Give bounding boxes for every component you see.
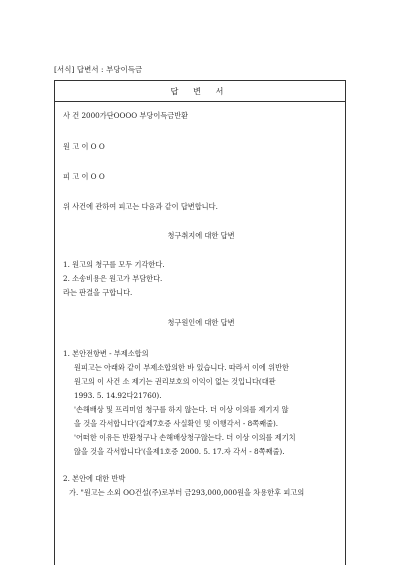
section-title-claim: 청구취지에 대한 답변 <box>167 231 235 240</box>
answer-document <box>54 80 346 565</box>
section-title-cause: 청구원인에 대한 답변 <box>167 318 235 327</box>
cause-text-line: 원고의 이 사건 소 제기는 권리보호의 이익이 없는 것입니다(대판 <box>74 377 276 386</box>
defendant-line: 피 고 이 O O <box>63 172 105 181</box>
case-line: 사 건 2000가단OOOO 부당이득금반환 <box>63 111 189 120</box>
plaintiff-line: 원 고 이 O O <box>63 142 105 151</box>
cause-text-line: 1993. 5. 14.92다21760). <box>74 391 162 400</box>
cause-text-line: '어떠한 이유든 반환청구나 손해배상청구않는다. 더 이상 이의를 제기치 <box>74 433 296 442</box>
claim-conclusion: 라는 판결을 구합니다. <box>63 288 133 297</box>
rebuttal-text-line: 가. "원고는 소외 OO건설(주)로부터 금293,000,000원을 차용한후 피고의 <box>69 488 305 497</box>
cause-text-line: 을 것을 각서합니다'(갑제7호증 사실확인 및 이행각서 - 8쪽째줄). <box>74 419 279 428</box>
claim-item: 1. 원고의 청구를 모두 기각한다. <box>63 260 165 269</box>
cause-heading: 1. 본안전항변 - 부제소합의 <box>63 349 149 358</box>
cause-text-line: 않을 것을 각서합니다'(을제1호증 2000. 5. 17.자 각서 - 8쪽째줄). <box>74 447 285 456</box>
document-title: 답 변 서 <box>55 81 345 102</box>
document-header: [서식] 답변서 : 부당이득금 <box>54 65 143 74</box>
cause-text-line: '손해배상 및 프리미엄 청구를 하지 않는다. 더 이상 이의를 제기지 않 <box>74 405 289 414</box>
intro-text: 위 사건에 관하여 피고는 다음과 같이 답변합니다. <box>63 202 218 211</box>
claim-item: 2. 소송비용은 원고가 부담한다. <box>63 274 163 283</box>
rebuttal-heading: 2. 본안에 대한 반박 <box>63 474 126 483</box>
cause-text-line: 원피고는 아래와 같이 부제소합의한 바 있습니다. 따라서 이에 위반한 <box>74 363 289 372</box>
